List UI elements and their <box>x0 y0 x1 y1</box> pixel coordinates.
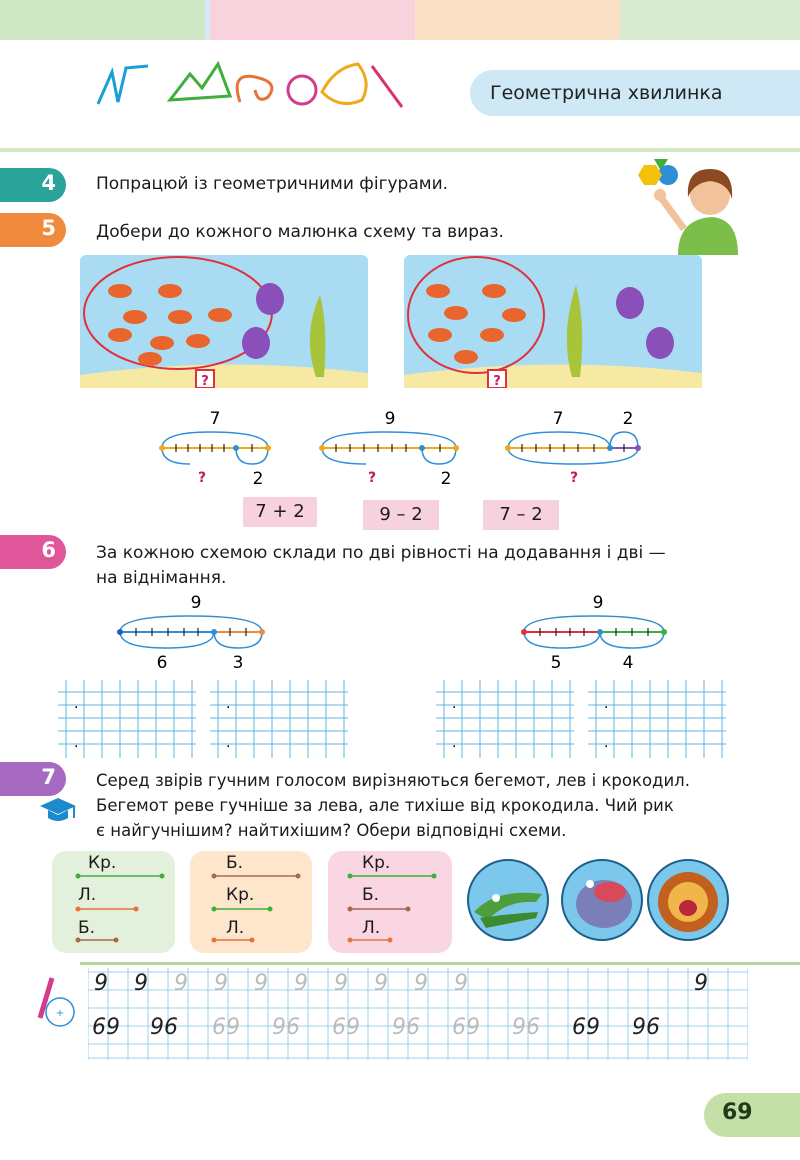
geometric-lines-illustration <box>90 52 420 122</box>
comparison-card-1[interactable] <box>52 851 175 953</box>
question-mark-2: ? <box>493 374 501 388</box>
card-3-label-3: Л. <box>362 918 381 938</box>
task-7-text-line3: є найгучнішим? найтихішим? Обери відповідні схеми. <box>96 821 567 840</box>
scheme-3-right: 2 <box>622 409 634 429</box>
top-strip-green-2 <box>620 0 800 40</box>
writing-number-trace: 96 <box>392 1015 420 1040</box>
card-2-label-2: Кр. <box>226 885 255 905</box>
writing-digit-trace: 9 <box>374 971 388 996</box>
top-strip-pink <box>210 0 415 40</box>
writing-number-trace: 69 <box>212 1015 240 1040</box>
page-number: 69 <box>722 1100 753 1125</box>
writing-digit-trace: 9 <box>414 971 428 996</box>
crocodile-illustration <box>466 858 550 942</box>
card-2-label-1: Б. <box>226 853 244 873</box>
scheme-3-question: ? <box>569 470 579 486</box>
writing-number: 69 <box>92 1015 120 1040</box>
scheme-2-question: ? <box>367 470 377 486</box>
top-strip-orange <box>415 0 620 40</box>
task-7-text-line2: Бегемот реве гучніше за лева, але тихіше від крокодила. Чий рик <box>96 796 674 815</box>
t6-scheme-2-top: 9 <box>592 593 604 613</box>
expression-2: 9 – 2 <box>363 500 439 530</box>
task-6-scheme-2 <box>512 592 682 674</box>
graduation-cap-icon <box>38 794 78 824</box>
task-6-text-line1: За кожною схемою склади по дві рівності на додавання і дві — <box>96 543 666 563</box>
writing-number: 96 <box>150 1015 178 1040</box>
card-2-bars <box>190 851 312 953</box>
expression-3: 7 – 2 <box>483 500 559 530</box>
scheme-1-top: 7 <box>209 409 221 429</box>
scheme-2-top: 9 <box>384 409 396 429</box>
card-3-label-2: Б. <box>362 885 380 905</box>
top-strip-green <box>0 0 205 40</box>
footer-divider <box>80 962 800 965</box>
answer-grid-4[interactable] <box>588 680 726 758</box>
task-number-6: 6 <box>0 535 66 569</box>
header-divider <box>0 148 800 152</box>
writing-digit: 9 <box>94 971 108 996</box>
task-7-text-line1: Серед звірів гучним голосом вирізняються бегемот, лев і крокодил. <box>96 771 690 790</box>
fish-picture-2 <box>404 255 702 388</box>
writing-number-trace: 69 <box>452 1015 480 1040</box>
writing-digit-trace: 9 <box>214 971 228 996</box>
t6-scheme-1-left: 6 <box>156 653 168 673</box>
scheme-3-top: 7 <box>552 409 564 429</box>
writing-number-trace: 96 <box>272 1015 300 1040</box>
writing-number-trace: 96 <box>512 1015 540 1040</box>
grid-dot: . <box>604 735 609 751</box>
writing-grid[interactable] <box>88 968 748 1060</box>
grid-dot: . <box>226 735 231 751</box>
svg-text:+: + <box>55 1008 65 1019</box>
task-4-text: Попрацюй із геометричними фігурами. <box>96 174 449 194</box>
teacher-illustration <box>632 155 742 255</box>
t6-scheme-1-top: 9 <box>190 593 202 613</box>
writing-digit-trace: 9 <box>254 971 268 996</box>
page-number-tab <box>704 1093 800 1137</box>
question-mark-1: ? <box>201 374 209 388</box>
card-3-label-1: Кр. <box>362 853 391 873</box>
writing-number: 96 <box>632 1015 660 1040</box>
t6-scheme-2-left: 5 <box>550 653 562 673</box>
card-1-label-1: Кр. <box>88 853 117 873</box>
grid-dot: . <box>226 696 231 712</box>
task-number-5: 5 <box>0 213 66 247</box>
comparison-card-3[interactable] <box>328 851 452 953</box>
answer-grid-2[interactable] <box>210 680 348 758</box>
grid-dot: . <box>604 696 609 712</box>
writing-digit-trace: 9 <box>294 971 308 996</box>
grid-dot: . <box>452 696 457 712</box>
hippo-illustration <box>560 858 644 942</box>
task-number-4: 4 <box>0 168 66 202</box>
writing-digit-trace: 9 <box>334 971 348 996</box>
card-1-label-2: Л. <box>78 885 97 905</box>
card-1-bars <box>52 851 175 953</box>
answer-grid-3[interactable] <box>436 680 574 758</box>
lion-illustration <box>646 858 730 942</box>
section-title-pill <box>470 70 800 116</box>
writing-digit: 9 <box>134 971 148 996</box>
expression-1: 7 + 2 <box>243 497 317 527</box>
task-5-text: Добери до кожного малюнка схему та вираз. <box>96 222 504 242</box>
scheme-1-bottom: 2 <box>252 469 264 489</box>
card-1-label-3: Б. <box>78 918 96 938</box>
answer-grid-1[interactable] <box>58 680 196 758</box>
section-title: Геометрична хвилинка <box>490 82 723 104</box>
grid-dot: . <box>74 696 79 712</box>
task-5-scheme-3 <box>498 400 648 490</box>
card-2-label-3: Л. <box>226 918 245 938</box>
comparison-card-2[interactable] <box>190 851 312 953</box>
scheme-2-bottom: 2 <box>440 469 452 489</box>
t6-scheme-2-right: 4 <box>622 653 634 673</box>
writing-digit: 9 <box>694 971 708 996</box>
pencil-icon <box>30 972 80 1032</box>
writing-digit-trace: 9 <box>454 971 468 996</box>
task-number-7: 7 <box>0 762 66 796</box>
task-6-scheme-1 <box>110 592 280 674</box>
scheme-1-question: ? <box>197 470 207 486</box>
task-5-scheme-2 <box>310 400 460 490</box>
card-3-bars <box>328 851 452 953</box>
fish-picture-1 <box>80 255 368 388</box>
writing-number: 69 <box>572 1015 600 1040</box>
writing-digit-trace: 9 <box>174 971 188 996</box>
t6-scheme-1-right: 3 <box>232 653 244 673</box>
grid-dot: . <box>74 735 79 751</box>
grid-dot: . <box>452 735 457 751</box>
writing-number-trace: 69 <box>332 1015 360 1040</box>
task-5-scheme-1 <box>150 400 280 490</box>
task-6-text-line2: на віднімання. <box>96 568 227 588</box>
